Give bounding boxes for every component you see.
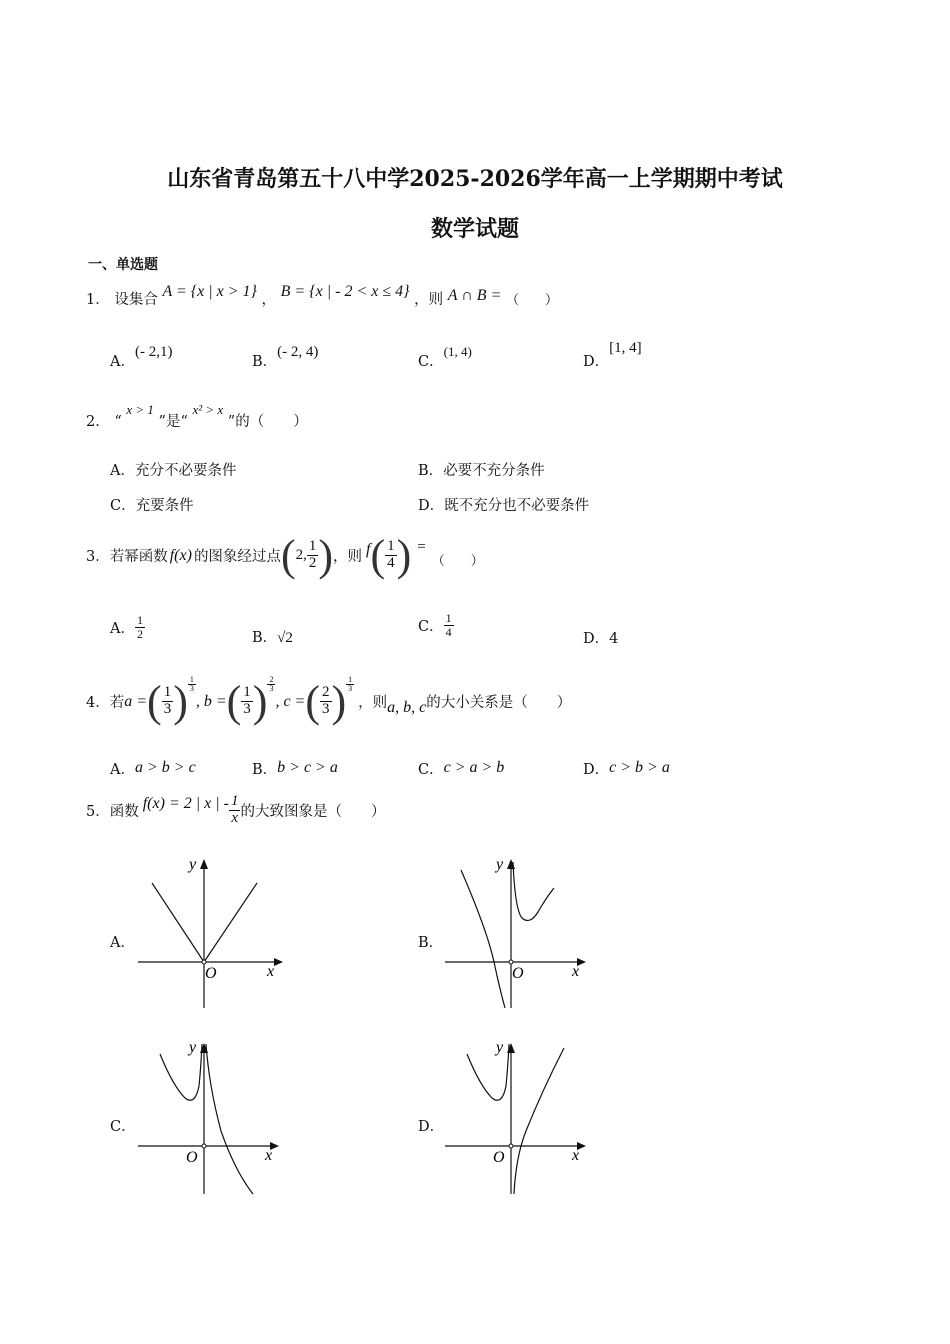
q4-option-b-label: B． bbox=[252, 762, 278, 778]
q4-option-d-value: c > b > a bbox=[609, 759, 670, 776]
q4-a-exp-den: 3 bbox=[189, 684, 194, 694]
q2-option-b[interactable] bbox=[418, 459, 545, 480]
graph-d-curve-right bbox=[514, 1048, 564, 1194]
graph-c-origin-dot bbox=[202, 1144, 206, 1148]
q4-a-lhs: a = bbox=[124, 692, 148, 710]
q4-b-lhs: , b = bbox=[195, 692, 227, 710]
q3-option-c-label: C． bbox=[418, 618, 444, 635]
graph-a-curve-right bbox=[204, 883, 257, 962]
q3-option-d-label: D． bbox=[583, 631, 610, 647]
q5-option-a-label[interactable]: A． bbox=[110, 935, 135, 951]
q4-b-exp-num: 2 bbox=[269, 675, 274, 684]
q1-option-d-label: D． bbox=[583, 354, 610, 370]
q3-text-c: ，则 bbox=[333, 549, 362, 565]
q3-option-b-label: B． bbox=[252, 630, 278, 646]
q4-c-den: 3 bbox=[322, 701, 330, 717]
q3-arg-open: ( bbox=[370, 531, 386, 580]
q4-a-close: ) bbox=[173, 677, 188, 726]
q2-option-c[interactable] bbox=[110, 494, 194, 515]
q2-cond1: x > 1 bbox=[126, 402, 154, 417]
q1-option-d[interactable] bbox=[583, 340, 642, 371]
q4-b-frac bbox=[241, 685, 253, 718]
q4-c-frac bbox=[320, 685, 332, 718]
q4-option-b-value: b > c > a bbox=[277, 759, 338, 776]
q2-option-a-label: A． bbox=[110, 463, 135, 479]
graph-a-x-arrow bbox=[274, 958, 283, 966]
q3-option-b[interactable] bbox=[252, 626, 293, 647]
q5-frac-den: x bbox=[231, 809, 239, 826]
q4-c-lhs: , c = bbox=[275, 692, 306, 710]
q3-arg-close: ) bbox=[396, 531, 412, 580]
graph-a-y-label: y bbox=[189, 856, 197, 873]
graph-a-origin-dot bbox=[202, 960, 206, 964]
q1-blank: （ ） bbox=[505, 293, 558, 308]
q1-text-b: ，则 bbox=[414, 292, 444, 308]
q3-number: 3． bbox=[86, 549, 110, 565]
q3-point-x: 2, bbox=[295, 547, 307, 563]
q4-a-frac bbox=[162, 685, 174, 718]
q1-expr: A ∩ B = bbox=[447, 287, 502, 304]
q3-eq: = bbox=[417, 539, 426, 555]
q1-option-c-label: C． bbox=[418, 354, 444, 370]
q4-text-c: 的大小关系是（ ） bbox=[426, 695, 572, 711]
q4-option-d[interactable] bbox=[583, 758, 670, 779]
q4-b-exp bbox=[267, 676, 275, 694]
q4-option-c-label: C． bbox=[418, 762, 444, 778]
q1-option-a-value: (- 2,1) bbox=[134, 344, 173, 360]
q4-a-open: ( bbox=[147, 677, 162, 726]
q5-number: 5． bbox=[86, 803, 110, 820]
question-1 bbox=[86, 283, 558, 309]
q4-option-b[interactable] bbox=[252, 758, 338, 779]
graph-d-origin-dot bbox=[509, 1144, 513, 1148]
q5-graph-a[interactable] bbox=[135, 850, 285, 1012]
q3-point-open: ( bbox=[280, 531, 296, 580]
q3-blank: （ ） bbox=[431, 554, 484, 569]
q2-option-a[interactable] bbox=[110, 459, 236, 480]
q5-frac bbox=[229, 794, 241, 827]
q4-text-b: ，则 bbox=[358, 695, 388, 711]
q2-option-c-value: 充要条件 bbox=[135, 498, 194, 514]
q4-a-exp bbox=[188, 676, 196, 694]
q1-option-a[interactable] bbox=[110, 344, 173, 371]
graph-b-x-label: x bbox=[572, 963, 580, 980]
q4-b-num: 1 bbox=[243, 684, 251, 701]
q4-option-a-value: a > b > c bbox=[134, 759, 196, 776]
q2-option-a-value: 充分不必要条件 bbox=[134, 463, 237, 479]
q5-text-b: 的大致图象是（ ） bbox=[240, 803, 386, 820]
q4-a-num: 1 bbox=[163, 684, 172, 701]
graph-b-curve-left bbox=[461, 870, 505, 1008]
q3-point-frac bbox=[307, 539, 319, 572]
q4-a-den: 3 bbox=[163, 701, 172, 717]
q3-option-c-den: 4 bbox=[445, 624, 452, 639]
q4-c-open: ( bbox=[305, 677, 321, 726]
q2-option-d-value: 既不充分也不必要条件 bbox=[444, 498, 590, 514]
graph-d-x-label: x bbox=[572, 1147, 580, 1164]
graph-a-y-arrow bbox=[200, 859, 208, 869]
q4-c-exp bbox=[346, 676, 354, 694]
graph-d-origin-label: O bbox=[493, 1149, 505, 1166]
q3-option-a-frac bbox=[135, 614, 145, 640]
exam-subtitle: 数学试题 bbox=[430, 216, 519, 242]
q5-text-a: 函数 bbox=[109, 803, 139, 820]
q5-frac-num: 1 bbox=[230, 793, 239, 809]
graph-c-origin-label: O bbox=[186, 1149, 198, 1166]
q3-point-num: 1 bbox=[308, 538, 317, 555]
q4-c-exp-num: 1 bbox=[348, 675, 353, 684]
q3-point-close: ) bbox=[318, 531, 333, 580]
q4-b-den: 3 bbox=[243, 701, 251, 717]
q1-option-c-value: (1, 4) bbox=[443, 344, 472, 359]
section-label: 一、单选题 bbox=[88, 257, 158, 273]
exam-title: 山东省青岛第五十八中学2025-2026学年高一上学期期中考试 bbox=[167, 166, 783, 192]
q2-option-d-label: D． bbox=[418, 498, 445, 514]
q1-option-a-label: A． bbox=[110, 354, 135, 370]
q2-cond2: x² > x bbox=[192, 402, 224, 417]
q2-number: 2． bbox=[86, 414, 110, 430]
q4-option-d-label: D． bbox=[583, 762, 610, 778]
q3-option-a[interactable] bbox=[110, 614, 145, 640]
q3-f: f bbox=[366, 540, 371, 558]
graph-b-origin-dot bbox=[509, 960, 513, 964]
q3-option-a-label: A． bbox=[110, 620, 135, 637]
q4-c-close: ) bbox=[331, 677, 347, 726]
q2-option-b-label: B． bbox=[418, 463, 444, 479]
q2-option-c-label: C． bbox=[110, 498, 136, 514]
q4-b-close: ) bbox=[252, 677, 268, 726]
graph-b-curve-right bbox=[513, 862, 554, 920]
graph-c-curve-right bbox=[206, 1044, 253, 1194]
q3-arg-frac bbox=[385, 539, 397, 572]
graph-c-x-label: x bbox=[265, 1147, 273, 1164]
q3-arg-num: 1 bbox=[387, 538, 395, 555]
q4-text-a: 若 bbox=[109, 695, 125, 711]
q1-option-b-label: B． bbox=[252, 354, 278, 370]
q2-open-quote: “ bbox=[114, 414, 122, 430]
q5-graph-d[interactable] bbox=[442, 1036, 592, 1198]
q4-number: 4． bbox=[86, 695, 110, 711]
q1-option-b[interactable] bbox=[252, 344, 319, 371]
q1-text-a: 设集合 bbox=[114, 292, 158, 308]
q5-option-d-label[interactable]: D． bbox=[418, 1119, 445, 1135]
q3-text-a: 若幂函数 bbox=[109, 549, 168, 565]
graph-a-x-label: x bbox=[267, 963, 275, 980]
q4-option-a-label: A． bbox=[110, 762, 135, 778]
q4-option-c[interactable] bbox=[418, 758, 504, 779]
q1-set-b: B = {x | - 2 < x ≤ 4} bbox=[280, 283, 410, 300]
q4-a-exp-num: 1 bbox=[189, 675, 194, 684]
q1-sep: ， bbox=[261, 292, 277, 308]
q4-b-exp-den: 3 bbox=[269, 684, 274, 694]
q1-set-a: A = {x | x > 1} bbox=[162, 283, 257, 300]
q3-option-a-num: 1 bbox=[136, 613, 143, 627]
q5-graph-b[interactable] bbox=[442, 850, 592, 1012]
q5-graph-c[interactable] bbox=[135, 1036, 285, 1198]
q3-option-d-value: 4 bbox=[609, 631, 619, 647]
question-2 bbox=[86, 402, 308, 431]
q3-option-d[interactable] bbox=[583, 627, 618, 648]
q2-option-b-value: 必要不充分条件 bbox=[443, 463, 545, 479]
q3-option-c[interactable] bbox=[418, 612, 454, 638]
q3-fx: f(x) bbox=[169, 546, 192, 564]
graph-c-y-label: y bbox=[189, 1039, 197, 1056]
question-5 bbox=[86, 794, 385, 827]
graph-b-origin-label: O bbox=[512, 965, 524, 982]
question-3 bbox=[86, 530, 484, 581]
q3-option-b-value: √2 bbox=[277, 630, 293, 646]
q5-option-b-label[interactable]: B． bbox=[418, 935, 444, 951]
graph-b-y-label: y bbox=[496, 856, 504, 873]
q1-number: 1． bbox=[86, 292, 110, 308]
question-4 bbox=[86, 676, 571, 727]
q1-option-d-value: [1, 4] bbox=[609, 340, 642, 356]
q5-fx: f(x) = 2 | x | - bbox=[142, 795, 229, 813]
q2-mid: ”是“ bbox=[158, 414, 188, 430]
graph-a-origin-label: O bbox=[205, 965, 217, 982]
q4-option-a[interactable] bbox=[110, 758, 196, 779]
graph-a-curve-left bbox=[152, 883, 204, 962]
q4-b-open: ( bbox=[226, 677, 242, 726]
q2-option-d[interactable] bbox=[418, 494, 589, 515]
q3-option-c-num: 1 bbox=[445, 611, 452, 625]
q3-point-den: 2 bbox=[308, 555, 317, 571]
q3-option-a-den: 2 bbox=[136, 626, 143, 641]
q3-arg-den: 4 bbox=[387, 555, 395, 571]
q1-option-b-value: (- 2, 4) bbox=[277, 344, 319, 360]
q4-c-exp-den: 3 bbox=[348, 684, 353, 694]
graph-d-y-label: y bbox=[496, 1039, 504, 1056]
q5-option-c-label[interactable]: C． bbox=[110, 1119, 136, 1135]
q4-option-c-value: c > a > b bbox=[443, 759, 505, 776]
q1-option-c[interactable] bbox=[418, 344, 472, 371]
q4-c-num: 2 bbox=[322, 684, 330, 701]
q2-end: ”的（ ） bbox=[227, 414, 308, 430]
q4-vars: a, b, c bbox=[387, 698, 427, 716]
q3-text-b: 的图象经过点 bbox=[193, 549, 281, 565]
q3-option-c-frac bbox=[444, 612, 454, 638]
